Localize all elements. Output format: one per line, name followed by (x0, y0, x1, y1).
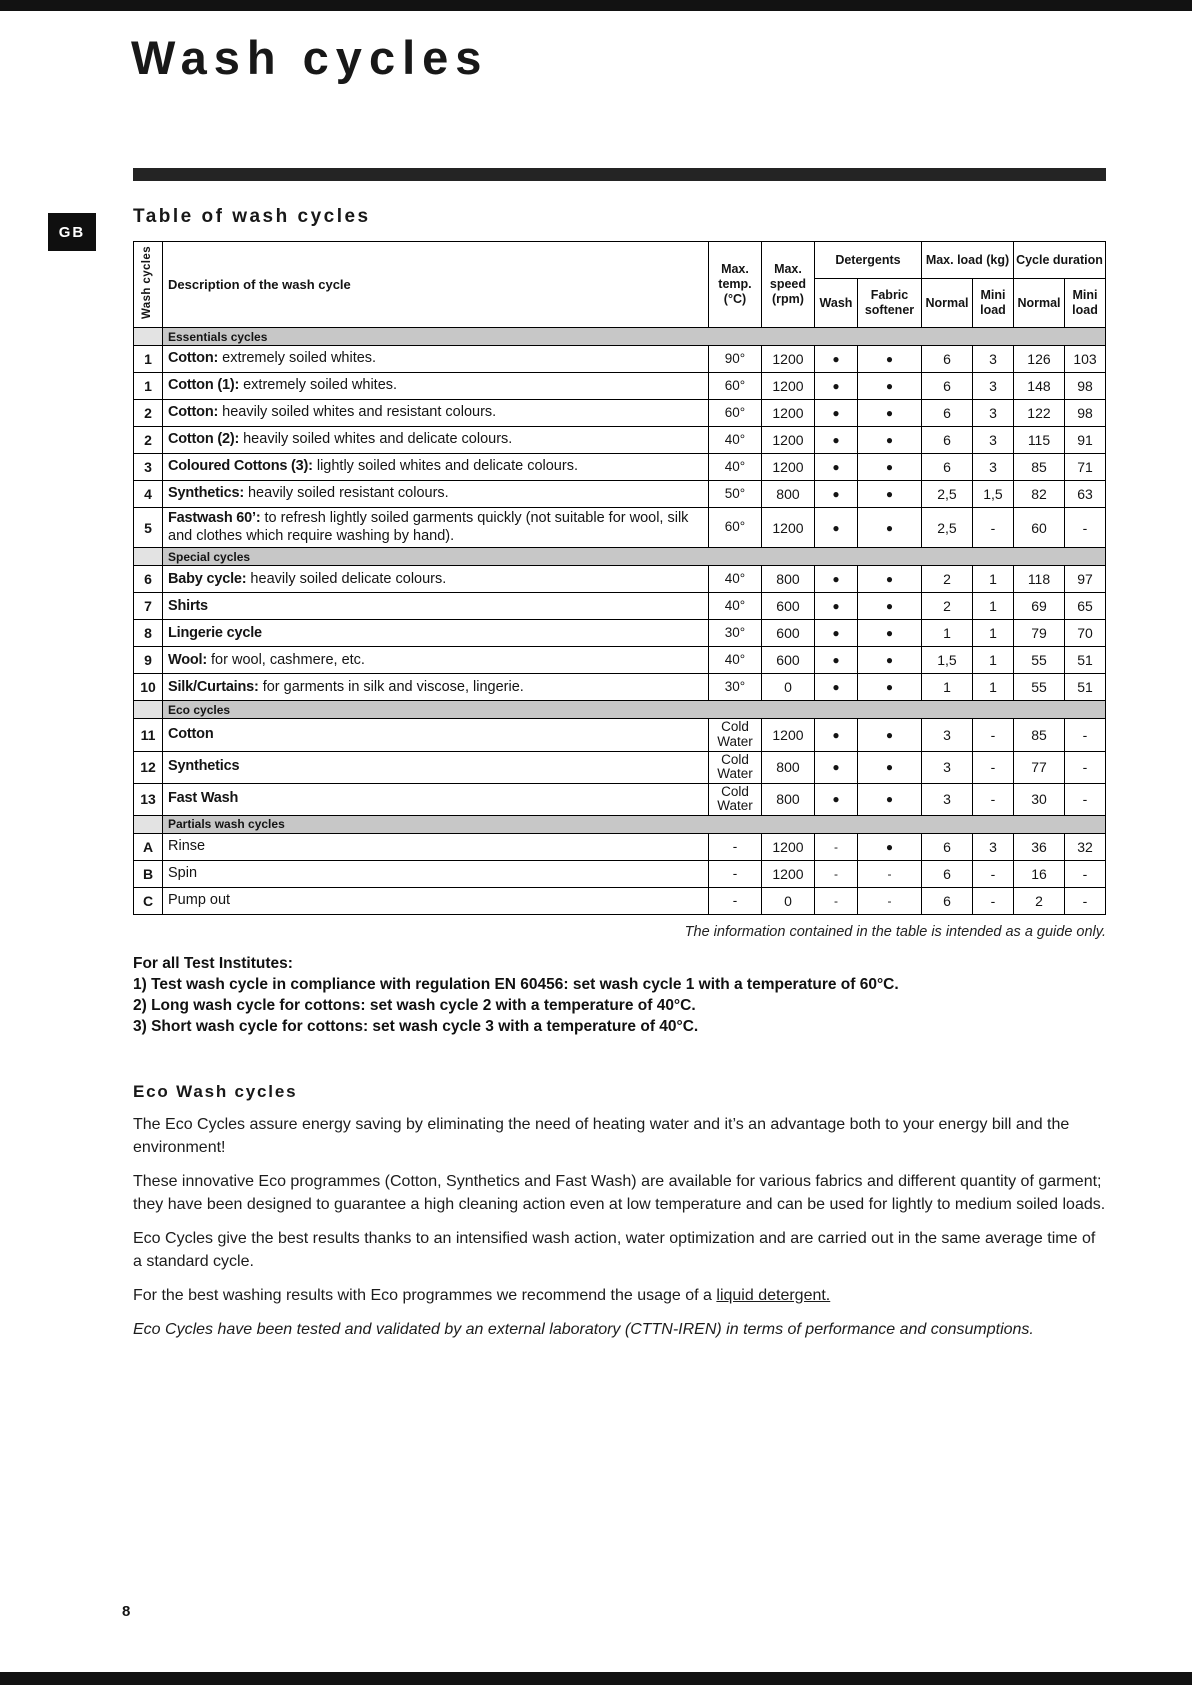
duration-normal-value: 122 (1013, 400, 1064, 427)
detergent-wash-dot: ● (814, 674, 857, 701)
test-institutes-heading: For all Test Institutes: (133, 954, 293, 972)
table-row (134, 346, 1106, 373)
load-normal-value: 6 (921, 833, 972, 860)
eco-paragraph (133, 1284, 1106, 1307)
table-row (134, 647, 1106, 674)
table-row (134, 833, 1106, 860)
cycle-number: 7 (134, 593, 163, 620)
load-mini-value: 3 (972, 833, 1013, 860)
load-mini-value: - (972, 751, 1013, 783)
duration-normal-value: 60 (1013, 508, 1064, 548)
load-normal-value: 2 (921, 566, 972, 593)
detergent-wash-dot: ● (814, 719, 857, 751)
duration-mini-value: 98 (1064, 400, 1105, 427)
max-speed-value: 800 (761, 751, 814, 783)
duration-mini-value: 71 (1064, 454, 1105, 481)
duration-mini-value: 70 (1064, 620, 1105, 647)
detergent-softener-dot: ● (857, 674, 921, 701)
load-normal-value: 6 (921, 887, 972, 914)
cycle-description: Cotton (1): extremely soiled whites. (163, 373, 709, 400)
detergent-wash-dot: - (814, 860, 857, 887)
duration-mini-value: 51 (1064, 674, 1105, 701)
detergent-softener-dot: ● (857, 346, 921, 373)
table-row (134, 481, 1106, 508)
duration-mini-value: - (1064, 508, 1105, 548)
eco-paragraph: These innovative Eco programmes (Cotton, Synthetics and Fast Wash) are available for various fabrics and different quantity of garment; they have been designed to guarantee a high cleaning action even at low temperature and can be used for lightly to medium soiled loads. (133, 1172, 1106, 1213)
max-speed-value: 800 (761, 481, 814, 508)
table-header-group-row (134, 242, 1106, 279)
eco-validation-note: Eco Cycles have been tested and validated by an external laboratory (CTTN-IREN) in terms of performance and consumptions. (133, 1320, 1034, 1338)
detergent-softener-dot: - (857, 860, 921, 887)
load-mini-value: - (972, 887, 1013, 914)
duration-normal-value: 16 (1013, 860, 1064, 887)
duration-mini-value: - (1064, 783, 1105, 815)
section-label: Special cycles (163, 548, 1106, 566)
max-temp-value: 30° (708, 674, 761, 701)
duration-normal-value: 55 (1013, 647, 1064, 674)
detergent-wash-dot: ● (814, 454, 857, 481)
eco-section-heading: Eco Wash cycles (133, 1081, 298, 1101)
detergent-softener-dot: ● (857, 833, 921, 860)
max-speed-value: 1200 (761, 346, 814, 373)
duration-mini-value: 98 (1064, 373, 1105, 400)
language-badge: GB (48, 213, 96, 251)
duration-normal-value: 85 (1013, 719, 1064, 751)
cycle-number: A (134, 833, 163, 860)
table-row (134, 593, 1106, 620)
table-footnote: The information contained in the table is intended as a guide only. (684, 923, 1106, 940)
duration-mini-value: 97 (1064, 566, 1105, 593)
load-mini-value: 3 (972, 427, 1013, 454)
load-mini-value: - (972, 860, 1013, 887)
cycle-description: Baby cycle: heavily soiled delicate colours. (163, 566, 709, 593)
detergent-softener-dot: ● (857, 400, 921, 427)
cycle-description: Cotton (163, 719, 709, 751)
note-line: 2) Long wash cycle for cottons: set wash cycle 2 with a temperature of 40°C. (133, 996, 696, 1014)
detergent-softener-dot: ● (857, 751, 921, 783)
load-normal-value: 2 (921, 593, 972, 620)
cycle-description: Spin (163, 860, 709, 887)
max-speed-value: 1200 (761, 373, 814, 400)
duration-mini-value: 51 (1064, 647, 1105, 674)
table-row (134, 400, 1106, 427)
table-row (134, 751, 1106, 783)
detergent-softener-dot: ● (857, 481, 921, 508)
note-line: 3) Short wash cycle for cottons: set wash cycle 3 with a temperature of 40°C. (133, 1017, 699, 1035)
table-row (134, 508, 1106, 548)
duration-normal-value: 82 (1013, 481, 1064, 508)
duration-normal-value: 118 (1013, 566, 1064, 593)
duration-mini-value: 63 (1064, 481, 1105, 508)
cycle-description: Shirts (163, 593, 709, 620)
max-speed-value: 600 (761, 620, 814, 647)
max-speed-value: 800 (761, 783, 814, 815)
cycle-number: 9 (134, 647, 163, 674)
main-content (133, 206, 1106, 1341)
table-row (134, 887, 1106, 914)
max-speed-value: 1200 (761, 860, 814, 887)
load-mini-value: - (972, 783, 1013, 815)
max-temp-value: Cold Water (708, 783, 761, 815)
col-header-duration-mini: Mini load (1064, 279, 1105, 328)
cycle-number: 10 (134, 674, 163, 701)
detergent-wash-dot: ● (814, 427, 857, 454)
load-normal-value: 6 (921, 427, 972, 454)
detergent-softener-dot: ● (857, 719, 921, 751)
load-mini-value: - (972, 508, 1013, 548)
duration-normal-value: 77 (1013, 751, 1064, 783)
col-header-max-load: Max. load (kg) (921, 242, 1013, 279)
section-label: Partials wash cycles (163, 815, 1106, 833)
duration-normal-value: 2 (1013, 887, 1064, 914)
load-normal-value: 6 (921, 860, 972, 887)
duration-normal-value: 79 (1013, 620, 1064, 647)
detergent-softener-dot: - (857, 887, 921, 914)
duration-normal-value: 30 (1013, 783, 1064, 815)
load-mini-value: 3 (972, 346, 1013, 373)
duration-mini-value: - (1064, 887, 1105, 914)
section-row (134, 701, 1106, 719)
max-temp-value: 40° (708, 427, 761, 454)
cycle-description: Fast Wash (163, 783, 709, 815)
table-row (134, 566, 1106, 593)
max-temp-value: 40° (708, 593, 761, 620)
detergent-wash-dot: ● (814, 620, 857, 647)
max-temp-value: - (708, 860, 761, 887)
max-speed-value: 1200 (761, 454, 814, 481)
load-mini-value: 3 (972, 400, 1013, 427)
max-temp-value: - (708, 887, 761, 914)
duration-mini-value: 103 (1064, 346, 1105, 373)
cycle-number: 13 (134, 783, 163, 815)
cycle-description: Cotton: extremely soiled whites. (163, 346, 709, 373)
cycle-description: Pump out (163, 887, 709, 914)
cycle-number: 5 (134, 508, 163, 548)
max-speed-value: 1200 (761, 719, 814, 751)
cycle-number: C (134, 887, 163, 914)
cycle-number: 8 (134, 620, 163, 647)
table-row (134, 454, 1106, 481)
col-header-load-normal: Normal (921, 279, 972, 328)
detergent-wash-dot: ● (814, 751, 857, 783)
eco-paragraph: The Eco Cycles assure energy saving by eliminating the need of heating water and it’s an advantage both to your energy bill and the environment! (133, 1115, 1070, 1156)
col-header-max-speed: Max. speed (rpm) (761, 242, 814, 328)
duration-mini-value: 91 (1064, 427, 1105, 454)
section-row-corner (134, 328, 163, 346)
col-header-wash: Wash (814, 279, 857, 328)
load-mini-value: - (972, 719, 1013, 751)
title-rule (133, 168, 1106, 181)
cycle-number: 3 (134, 454, 163, 481)
eco-paragraph: Eco Cycles give the best results thanks to an intensified wash action, water optimization and are carried out in the same average time of a standard cycle. (133, 1229, 1096, 1270)
duration-mini-value: - (1064, 719, 1105, 751)
max-temp-value: 40° (708, 454, 761, 481)
col-header-cycle-duration: Cycle duration (1013, 242, 1105, 279)
liquid-detergent-underlined-text: liquid detergent. (716, 1286, 831, 1304)
page-title: Wash cycles (131, 31, 489, 84)
cycle-description: Rinse (163, 833, 709, 860)
duration-normal-value: 69 (1013, 593, 1064, 620)
detergent-wash-dot: ● (814, 593, 857, 620)
cycle-description: Cotton (2): heavily soiled whites and delicate colours. (163, 427, 709, 454)
table-section-title: Table of wash cycles (133, 206, 371, 227)
cycle-description: Silk/Curtains: for garments in silk and viscose, lingerie. (163, 674, 709, 701)
cycle-number: 1 (134, 373, 163, 400)
detergent-wash-dot: ● (814, 400, 857, 427)
max-temp-value: 40° (708, 647, 761, 674)
max-temp-value: - (708, 833, 761, 860)
cycle-number: B (134, 860, 163, 887)
detergent-softener-dot: ● (857, 620, 921, 647)
cycle-number: 2 (134, 400, 163, 427)
load-mini-value: 1,5 (972, 481, 1013, 508)
max-temp-value: Cold Water (708, 751, 761, 783)
section-label: Essentials cycles (163, 328, 1106, 346)
table-row (134, 373, 1106, 400)
duration-normal-value: 126 (1013, 346, 1064, 373)
duration-mini-value: 32 (1064, 833, 1105, 860)
detergent-softener-dot: ● (857, 373, 921, 400)
col-header-fabric-softener: Fabric softener (857, 279, 921, 328)
load-mini-value: 1 (972, 566, 1013, 593)
duration-normal-value: 115 (1013, 427, 1064, 454)
duration-normal-value: 148 (1013, 373, 1064, 400)
max-speed-value: 1200 (761, 400, 814, 427)
max-speed-value: 1200 (761, 427, 814, 454)
duration-mini-value: - (1064, 751, 1105, 783)
col-header-detergents: Detergents (814, 242, 921, 279)
duration-mini-value: - (1064, 860, 1105, 887)
max-temp-value: 60° (708, 400, 761, 427)
cycle-description: Fastwash 60’: to refresh lightly soiled garments quickly (not suitable for wool, silk and clothes which require washing by hand). (163, 508, 709, 548)
section-row (134, 815, 1106, 833)
section-row-corner (134, 548, 163, 566)
wash-cycles-vertical-label: Wash cycles (141, 246, 154, 320)
cycle-number: 4 (134, 481, 163, 508)
detergent-wash-dot: ● (814, 508, 857, 548)
section-row-corner (134, 815, 163, 833)
load-normal-value: 1,5 (921, 647, 972, 674)
load-normal-value: 3 (921, 751, 972, 783)
detergent-wash-dot: ● (814, 647, 857, 674)
detergent-wash-dot: ● (814, 566, 857, 593)
max-temp-value: 30° (708, 620, 761, 647)
load-normal-value: 6 (921, 346, 972, 373)
col-header-max-temp: Max. temp. (°C) (708, 242, 761, 328)
wash-cycles-table (133, 241, 1106, 915)
duration-normal-value: 85 (1013, 454, 1064, 481)
cycle-description: Wool: for wool, cashmere, etc. (163, 647, 709, 674)
load-normal-value: 3 (921, 719, 972, 751)
cycle-number: 6 (134, 566, 163, 593)
load-mini-value: 3 (972, 454, 1013, 481)
top-black-bar (0, 0, 1192, 11)
table-row (134, 783, 1106, 815)
detergent-wash-dot: ● (814, 783, 857, 815)
col-header-duration-normal: Normal (1013, 279, 1064, 328)
duration-normal-value: 36 (1013, 833, 1064, 860)
table-row (134, 427, 1106, 454)
load-mini-value: 1 (972, 593, 1013, 620)
load-normal-value: 2,5 (921, 508, 972, 548)
max-temp-value: 60° (708, 373, 761, 400)
note-line: 1) Test wash cycle in compliance with regulation EN 60456: set wash cycle 1 with a temperature of 60°C. (133, 975, 899, 993)
load-normal-value: 6 (921, 454, 972, 481)
max-speed-value: 800 (761, 566, 814, 593)
page-number: 8 (122, 1603, 131, 1620)
max-temp-value: Cold Water (708, 719, 761, 751)
cycle-description: Coloured Cottons (3): lightly soiled whites and delicate colours. (163, 454, 709, 481)
max-speed-value: 0 (761, 887, 814, 914)
load-normal-value: 3 (921, 783, 972, 815)
detergent-wash-dot: ● (814, 346, 857, 373)
max-speed-value: 600 (761, 647, 814, 674)
table-header (134, 242, 1106, 328)
table-row (134, 719, 1106, 751)
max-speed-value: 0 (761, 674, 814, 701)
duration-normal-value: 55 (1013, 674, 1064, 701)
cycle-description: Synthetics: heavily soiled resistant colours. (163, 481, 709, 508)
cycle-number: 11 (134, 719, 163, 751)
max-speed-value: 1200 (761, 833, 814, 860)
detergent-wash-dot: ● (814, 481, 857, 508)
max-speed-value: 1200 (761, 508, 814, 548)
section-row-corner (134, 701, 163, 719)
detergent-softener-dot: ● (857, 427, 921, 454)
section-row (134, 548, 1106, 566)
load-mini-value: 3 (972, 373, 1013, 400)
cycle-description: Synthetics (163, 751, 709, 783)
section-row (134, 328, 1106, 346)
load-mini-value: 1 (972, 647, 1013, 674)
max-temp-value: 50° (708, 481, 761, 508)
col-header-wash-cycles (134, 242, 163, 328)
col-header-load-mini: Mini load (972, 279, 1013, 328)
detergent-wash-dot: - (814, 833, 857, 860)
detergent-softener-dot: ● (857, 454, 921, 481)
section-label: Eco cycles (163, 701, 1106, 719)
load-normal-value: 2,5 (921, 481, 972, 508)
cycle-number: 12 (134, 751, 163, 783)
test-institutes-notes (133, 954, 1106, 1038)
eco-recommendation-text: For the best washing results with Eco programmes we recommend the usage of a (133, 1286, 717, 1304)
cycle-number: 1 (134, 346, 163, 373)
table-row (134, 860, 1106, 887)
detergent-wash-dot: ● (814, 373, 857, 400)
col-header-description: Description of the wash cycle (163, 242, 709, 328)
bottom-black-bar (0, 1672, 1192, 1685)
duration-mini-value: 65 (1064, 593, 1105, 620)
wash-table-body (134, 328, 1106, 915)
load-mini-value: 1 (972, 620, 1013, 647)
max-temp-value: 90° (708, 346, 761, 373)
cycle-number: 2 (134, 427, 163, 454)
detergent-softener-dot: ● (857, 783, 921, 815)
cycle-description: Cotton: heavily soiled whites and resistant colours. (163, 400, 709, 427)
eco-section-text (133, 1113, 1106, 1341)
detergent-softener-dot: ● (857, 647, 921, 674)
detergent-softener-dot: ● (857, 508, 921, 548)
detergent-wash-dot: - (814, 887, 857, 914)
load-normal-value: 6 (921, 400, 972, 427)
cycle-description: Lingerie cycle (163, 620, 709, 647)
max-speed-value: 600 (761, 593, 814, 620)
load-mini-value: 1 (972, 674, 1013, 701)
max-temp-value: 60° (708, 508, 761, 548)
max-temp-value: 40° (708, 566, 761, 593)
load-normal-value: 1 (921, 674, 972, 701)
detergent-softener-dot: ● (857, 593, 921, 620)
table-row (134, 674, 1106, 701)
detergent-softener-dot: ● (857, 566, 921, 593)
load-normal-value: 1 (921, 620, 972, 647)
table-row (134, 620, 1106, 647)
load-normal-value: 6 (921, 373, 972, 400)
